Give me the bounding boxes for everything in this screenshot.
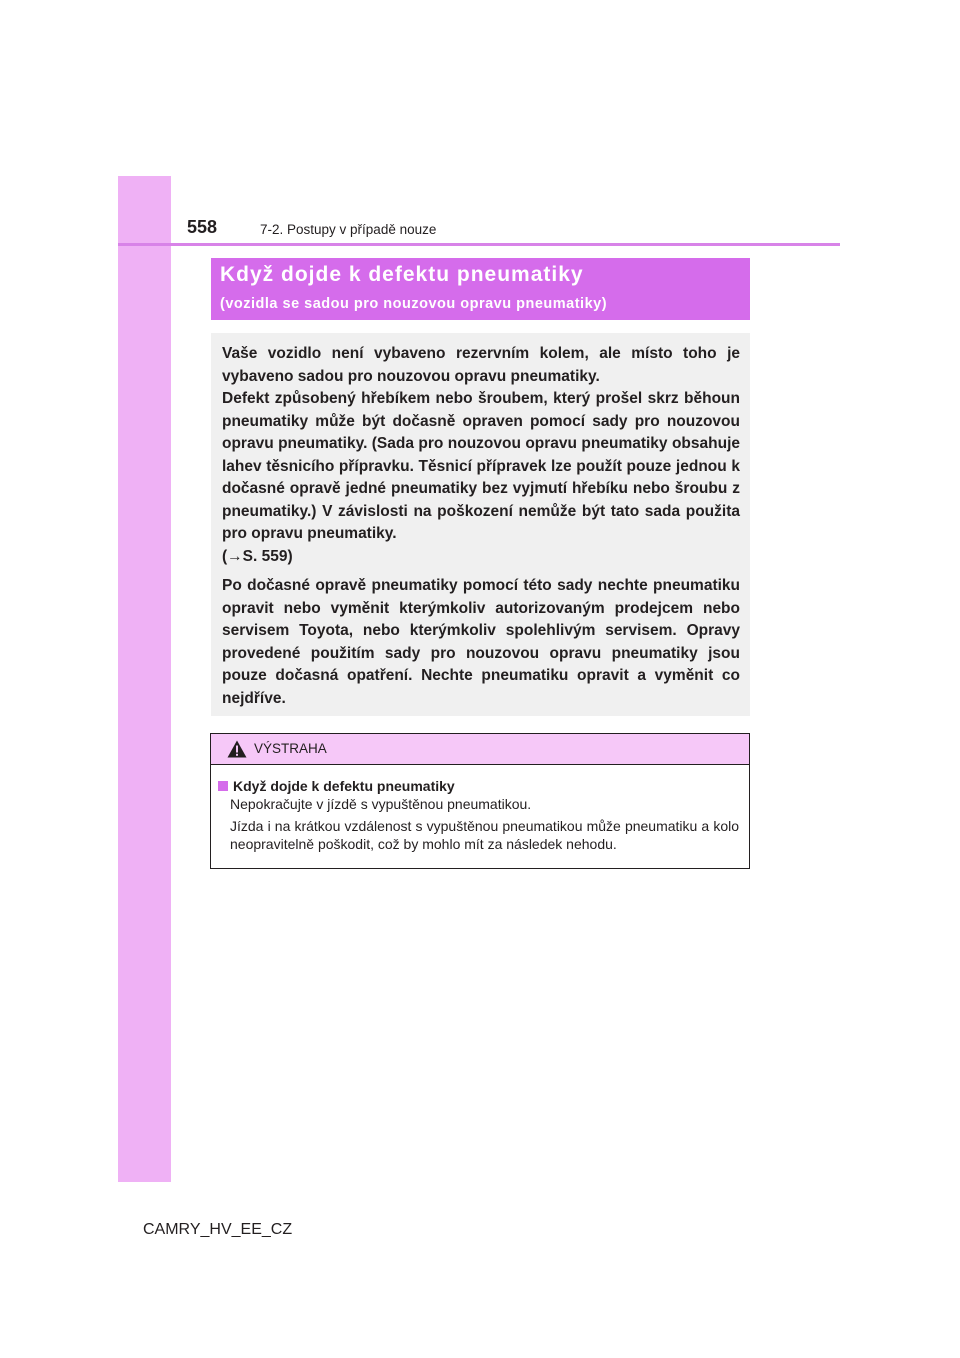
warning-box bbox=[210, 733, 750, 869]
page-subtitle: (vozidla se sadou pro nouzovou opravu pneumatiky) bbox=[220, 296, 608, 312]
warning-heading-text: Když dojde k defektu pneumatiky bbox=[233, 778, 455, 794]
warning-header bbox=[211, 734, 749, 765]
intro-paragraph-3: Po dočasné opravě pneumatiky pomocí této sady nechte pneumatiku opravit nebo vyměnit kterýmkoliv autorizovaným prodejcem nebo servisem Toyota, nebo kterýmkoliv spolehlivým servisem. Opravy provedené použitím sady pro nouzovou opravu pneumatiky jsou pouze dočasná opatření. Nechte pneumatiku opravit a vyměnit co nejdříve. bbox=[222, 577, 740, 707]
page-number: 558 bbox=[187, 217, 218, 237]
page-reference-link[interactable]: (→S. 559) bbox=[222, 547, 293, 565]
warning-text-2: Jízda i na krátkou vzdálenost s vypuštěnou pneumatikou může pneumatiku a kolo neopravitelně poškodit, což by mohlo mít za následek nehodu. bbox=[230, 818, 739, 852]
intro-paragraph-2-text: Defekt způsobený hřebíkem nebo šroubem, který prošel skrz běhoun pneumatiky může být dočasně opraven pomocí sady pro nouzovou opravu pneumatiky. (Sada pro nouzovou opravu pneumatiky obsahuje lahev těsnicího přípravku. Těsnicí přípravek lze použít pouze jednou k dočasné opravě jedné pneumatiky bez vyjmutí hřebíku nebo šroubu z pneumatiky.) V závislosti na poškození nemůže být tato sada použita pro opravu pneumatiky. bbox=[222, 390, 740, 542]
side-band bbox=[118, 176, 171, 1182]
intro-paragraph-2 bbox=[222, 388, 740, 568]
square-bullet-icon bbox=[218, 781, 228, 791]
warning-text-1: Nepokračujte v jízdě s vypuštěnou pneumatikou. bbox=[230, 796, 532, 812]
title-box bbox=[211, 258, 750, 320]
warning-body bbox=[211, 765, 749, 853]
footer-code: CAMRY_HV_EE_CZ bbox=[143, 1221, 293, 1238]
warning-label: VÝSTRAHA bbox=[254, 741, 327, 756]
warning-triangle-icon bbox=[227, 740, 247, 758]
page-title: Když dojde k defektu pneumatiky bbox=[220, 263, 584, 286]
section-title: 7-2. Postupy v případě nouze bbox=[260, 222, 437, 237]
intro-box bbox=[211, 333, 750, 716]
warning-heading bbox=[218, 777, 739, 795]
header-divider bbox=[118, 243, 840, 246]
intro-paragraph-1: Vaše vozidlo není vybaveno rezervním kolem, ale místo toho je vybaveno sadou pro nouzovou opravu pneumatiky. bbox=[222, 345, 740, 385]
